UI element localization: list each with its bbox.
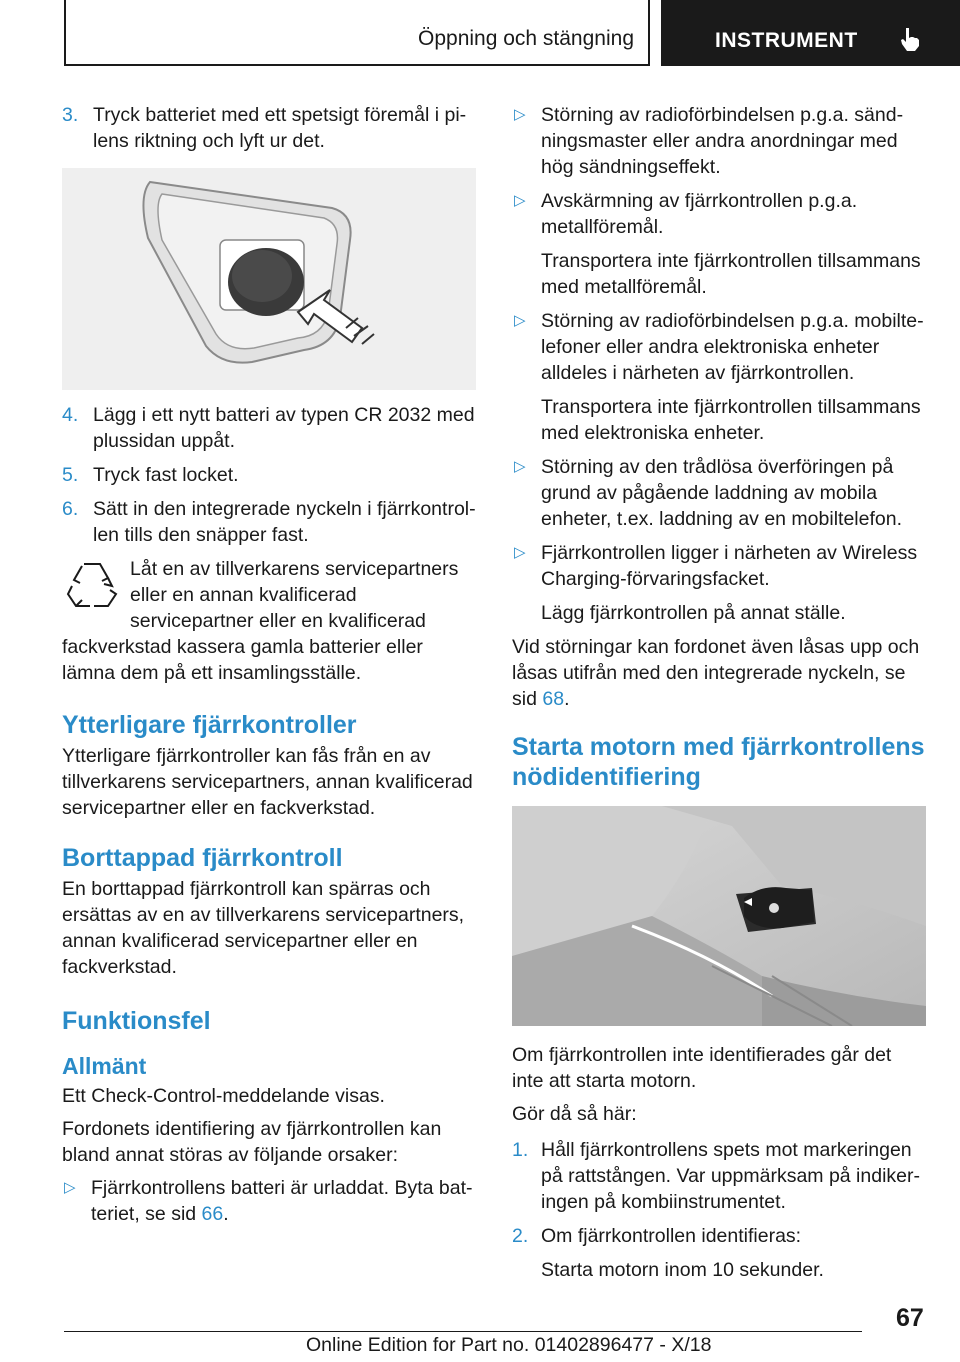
footer-edition: Online Edition for Part no. 01402896477 - X/18 [306, 1334, 712, 1356]
page-link[interactable]: 68 [542, 688, 565, 710]
page-link[interactable]: 66 [201, 1203, 224, 1225]
bullet-text: Fjärrkontrollen ligger i närheten av Wireless Charging-förvaringsfacket. [541, 542, 918, 590]
paragraph: Ett Check-Control-meddelande visas. [62, 1085, 385, 1107]
list-item [62, 496, 476, 548]
step-text: Tryck batteriet med ett spetsigt föremål i pilens riktning och lyft ur det. [93, 104, 467, 152]
paragraph: Ytterligare fjärrkontroller kan fås från en av tillverkarens servicepartners, annan kvalificerad servicepartner eller en fackverkstad. [62, 745, 473, 819]
list-item [512, 540, 926, 592]
right-column [512, 102, 926, 1291]
bullet-text: Störning av radioförbindelsen p.g.a. sändningsmaster eller andra anordningar med hög sändningseffekt. [541, 104, 904, 178]
bullet-text: Avskärmning av fjärrkontrollen p.g.a. metallföremål. [541, 190, 858, 238]
list-item [512, 1137, 926, 1215]
step-number: 4. [62, 404, 79, 426]
header-chapter-box [661, 0, 960, 66]
heading-more-remotes: Ytterligare fjärrkontroller [62, 711, 357, 739]
heading-malfunction: Funktionsfel [62, 1007, 211, 1035]
step-text: Sätt in den integrerade nyckeln i fjärrkontrollen tills den snäpper fast. [93, 498, 476, 546]
step-text: Tryck fast locket. [93, 464, 239, 486]
paragraph: En borttappad fjärrkontroll kan spärras och ersättas av en av tillverkarens servicepartners, annan kvalificerad servicepartner eller en fackverkstad. [62, 878, 465, 978]
steering-key-svg [512, 806, 926, 1026]
list-item [512, 1223, 926, 1249]
paragraph: Om fjärrkontrollen inte identifierades går det inte att starta motorn. [512, 1044, 892, 1092]
step-text: Håll fjärrkontrollens spets mot markeringen på rattstången. Var uppmärksam på indikeringen på kombiinstrumentet. [541, 1139, 920, 1213]
bullet-subtext: Transportera inte fjärrkontrollen tillsammans med metallföremål. [541, 250, 921, 298]
bullet-triangle-icon: ▷ [514, 458, 526, 475]
header-chapter-title: INSTRUMENT [715, 29, 858, 52]
list-item [512, 188, 926, 240]
hand-pointer-icon [897, 26, 923, 52]
step-number: 6. [62, 498, 79, 520]
bullet-triangle-icon: ▷ [514, 544, 526, 561]
step-number: 2. [512, 1225, 529, 1247]
steering-column-illustration [512, 806, 926, 1026]
bullet-triangle-icon: ▷ [514, 192, 526, 209]
page-number: 67 [896, 1304, 924, 1332]
heading-emergency-start: Starta motorn med fjärrkontrollens nödidentifiering [512, 733, 925, 791]
note-text: Låt en av tillverkarens servicepartners eller en annan kvalificerad servicepartner eller en kvalificerad fackverkstad kassera gamla batterier eller lämna dem på ett insamlingsställe. [62, 558, 459, 684]
header-section-box [64, 0, 650, 66]
bullet-text: Störning av den trådlösa överföringen på grund av pågående laddning av mobila enheter, t.ex. laddning av en mobiltelefon. [541, 456, 902, 530]
list-item [512, 308, 926, 386]
paragraph: Gör då så här: [512, 1103, 637, 1125]
list-item [62, 462, 476, 488]
step-number: 5. [62, 464, 79, 486]
list-item [62, 102, 476, 154]
bullet-triangle-icon: ▷ [514, 312, 526, 329]
heading-lost-remote: Borttappad fjärrkontroll [62, 844, 343, 872]
bullet-triangle-icon: ▷ [64, 1179, 76, 1196]
paragraph: Vid störningar kan fordonet även låsas upp och låsas utifrån med den integrerade nyckeln, se sid 68. [512, 636, 920, 710]
list-item [512, 454, 926, 532]
header-section-title: Öppning och stängning [418, 27, 634, 50]
left-column [62, 102, 476, 1235]
bullet-subtext: Lägg fjärrkontrollen på annat ställe. [541, 602, 846, 624]
bullet-text: Störning av radioförbindelsen p.g.a. mobiltelefoner eller andra elektroniska enheter alldeles i närheten av fjärrkontrollen. [541, 310, 924, 384]
recycling-note [62, 556, 476, 686]
key-battery-svg [62, 168, 476, 390]
step-number: 3. [62, 104, 79, 126]
battery-illustration [62, 168, 476, 390]
bullet-triangle-icon: ▷ [514, 106, 526, 123]
step-number: 1. [512, 1139, 529, 1161]
bullet-text: Fjärrkontrollens batteri är urladdat. Byta batteriet, se sid [91, 1177, 473, 1225]
recycle-icon [64, 556, 120, 616]
list-item [62, 402, 476, 454]
heading-general: Allmänt [62, 1053, 147, 1079]
step-text: Lägg i ett nytt batteri av typen CR 2032 med plussidan uppåt. [93, 404, 475, 452]
step-text: Om fjärrkontrollen identifieras: [541, 1225, 802, 1247]
paragraph: Fordonets identifiering av fjärrkontrollen kan bland annat störas av följande orsaker: [62, 1118, 442, 1166]
list-item [512, 102, 926, 180]
step-subtext: Starta motorn inom 10 sekunder. [541, 1259, 824, 1281]
list-item: ▷ Fjärrkontrollens batteri är urladdat. Byta batteriet, se sid 66. [64, 1177, 473, 1225]
footer-rule [64, 1331, 862, 1332]
bullet-subtext: Transportera inte fjärrkontrollen tillsammans med elektroniska enheter. [541, 396, 921, 444]
